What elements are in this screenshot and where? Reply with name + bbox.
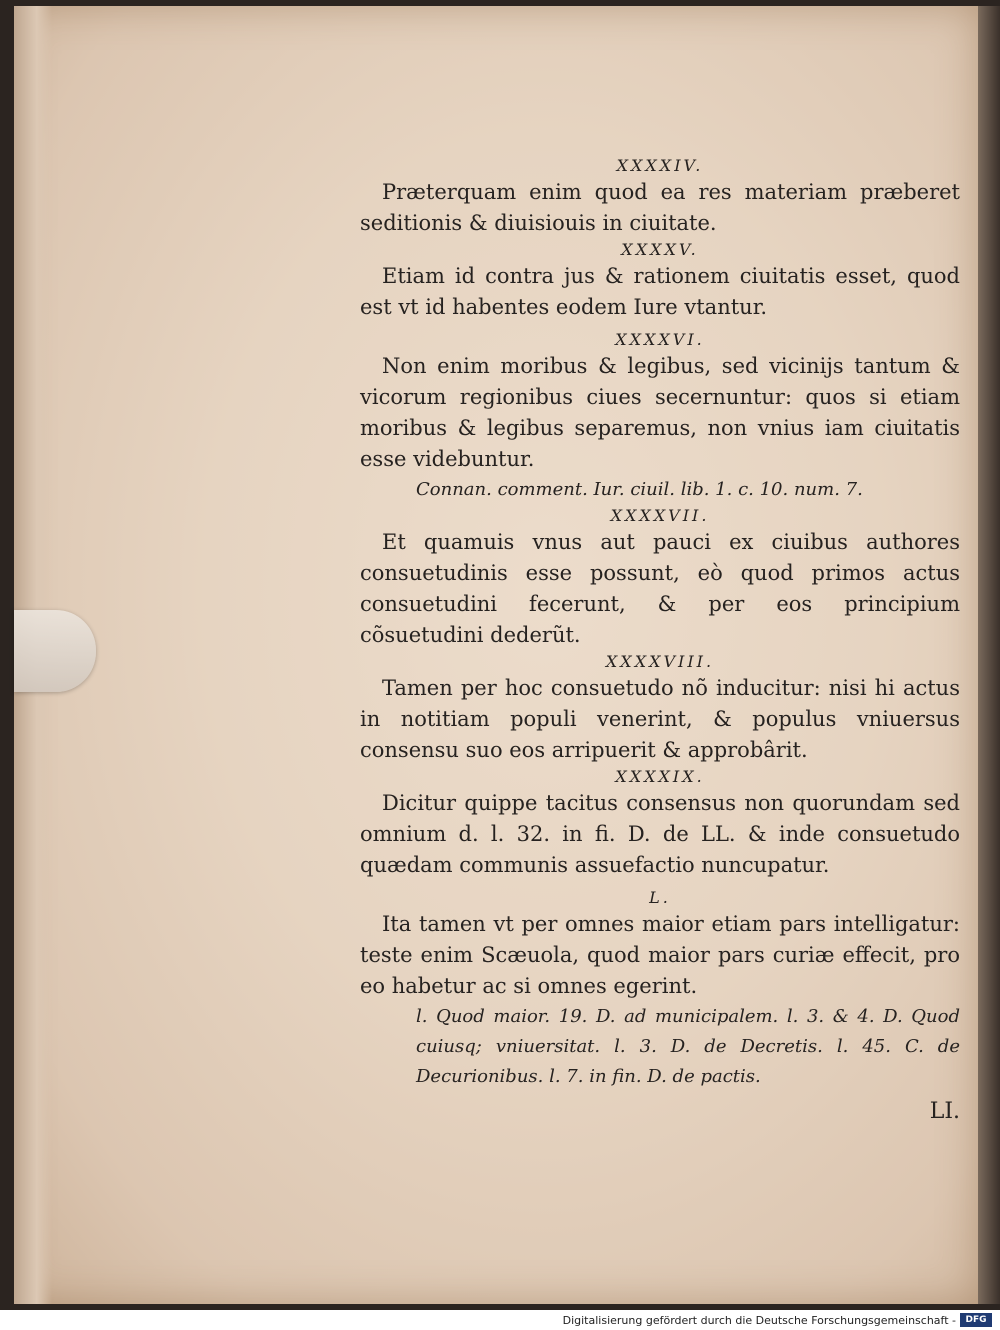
- catchword: LI.: [929, 1099, 960, 1124]
- section-number: XXXXVI.: [615, 330, 705, 349]
- section-paragraph: Et quamuis vnus aut pauci ex ciuibus authores consuetudinis esse possunt, eò quod primos actus consuetudini fecerunt, & per eos principium cõsuetudini dederũt.: [360, 530, 960, 647]
- section-number: XXXXVIII.: [605, 652, 715, 671]
- section-number: XXXXV.: [621, 240, 699, 259]
- footer-credit: Digitalisierung gefördert durch die Deutsche Forschungsgemeinschaft -: [562, 1314, 956, 1327]
- section-paragraph: Etiam id contra jus & rationem ciuitatis esset, quod est vt id habentes eodem Iure vtantur.: [360, 264, 960, 319]
- page-tab-marker: [14, 610, 96, 692]
- section-number: L.: [649, 888, 671, 907]
- page-right-edge: [978, 6, 1000, 1304]
- citation: l. Quod maior. 19. D. ad municipalem. l. 3. & 4. D. Quod cuiusq; vniuersitat. l. 3. D. de Decretis. l. 45. C. de Decurionibus. l. 7. in fin. D. de pactis.: [416, 1006, 960, 1087]
- section-paragraph: Tamen per hoc consuetudo nõ inducitur: nisi hi actus in notitiam populi venerint, & populus vniuersus consensu suo eos arripuerit & approbârit.: [360, 676, 960, 762]
- section-paragraph: Ita tamen vt per omnes maior etiam pars intelligatur: teste enim Scæuola, quod maior pars curiæ effecit, pro eo habetur ac si omnes egerint.: [360, 912, 960, 998]
- section-number: XXXXVII.: [610, 506, 710, 525]
- section-number: XXXXIV.: [616, 156, 704, 175]
- citation: Connan. comment. Iur. ciuil. lib. 1. c. 10. num. 7.: [416, 479, 863, 500]
- dfg-logo: DFG: [960, 1313, 992, 1327]
- section-paragraph: Non enim moribus & legibus, sed vicinijs tantum & vicorum regionibus ciues secernuntur: quos si etiam moribus & legibus separemus, non vnius iam ciuitatis esse videbuntur.: [360, 354, 960, 471]
- section-number: XXXXIX.: [615, 767, 705, 786]
- section-paragraph: Præterquam enim quod ea res materiam præberet seditionis & diuisiouis in ciuitate.: [360, 180, 960, 235]
- page-text-block: [360, 155, 960, 1132]
- section-paragraph: Dicitur quippe tacitus consensus non quorundam sed omnium d. l. 32. in fi. D. de LL. & inde consuetudo quædam communis assuefactio nuncupatur.: [360, 791, 960, 877]
- footer-bar: [0, 1310, 1000, 1330]
